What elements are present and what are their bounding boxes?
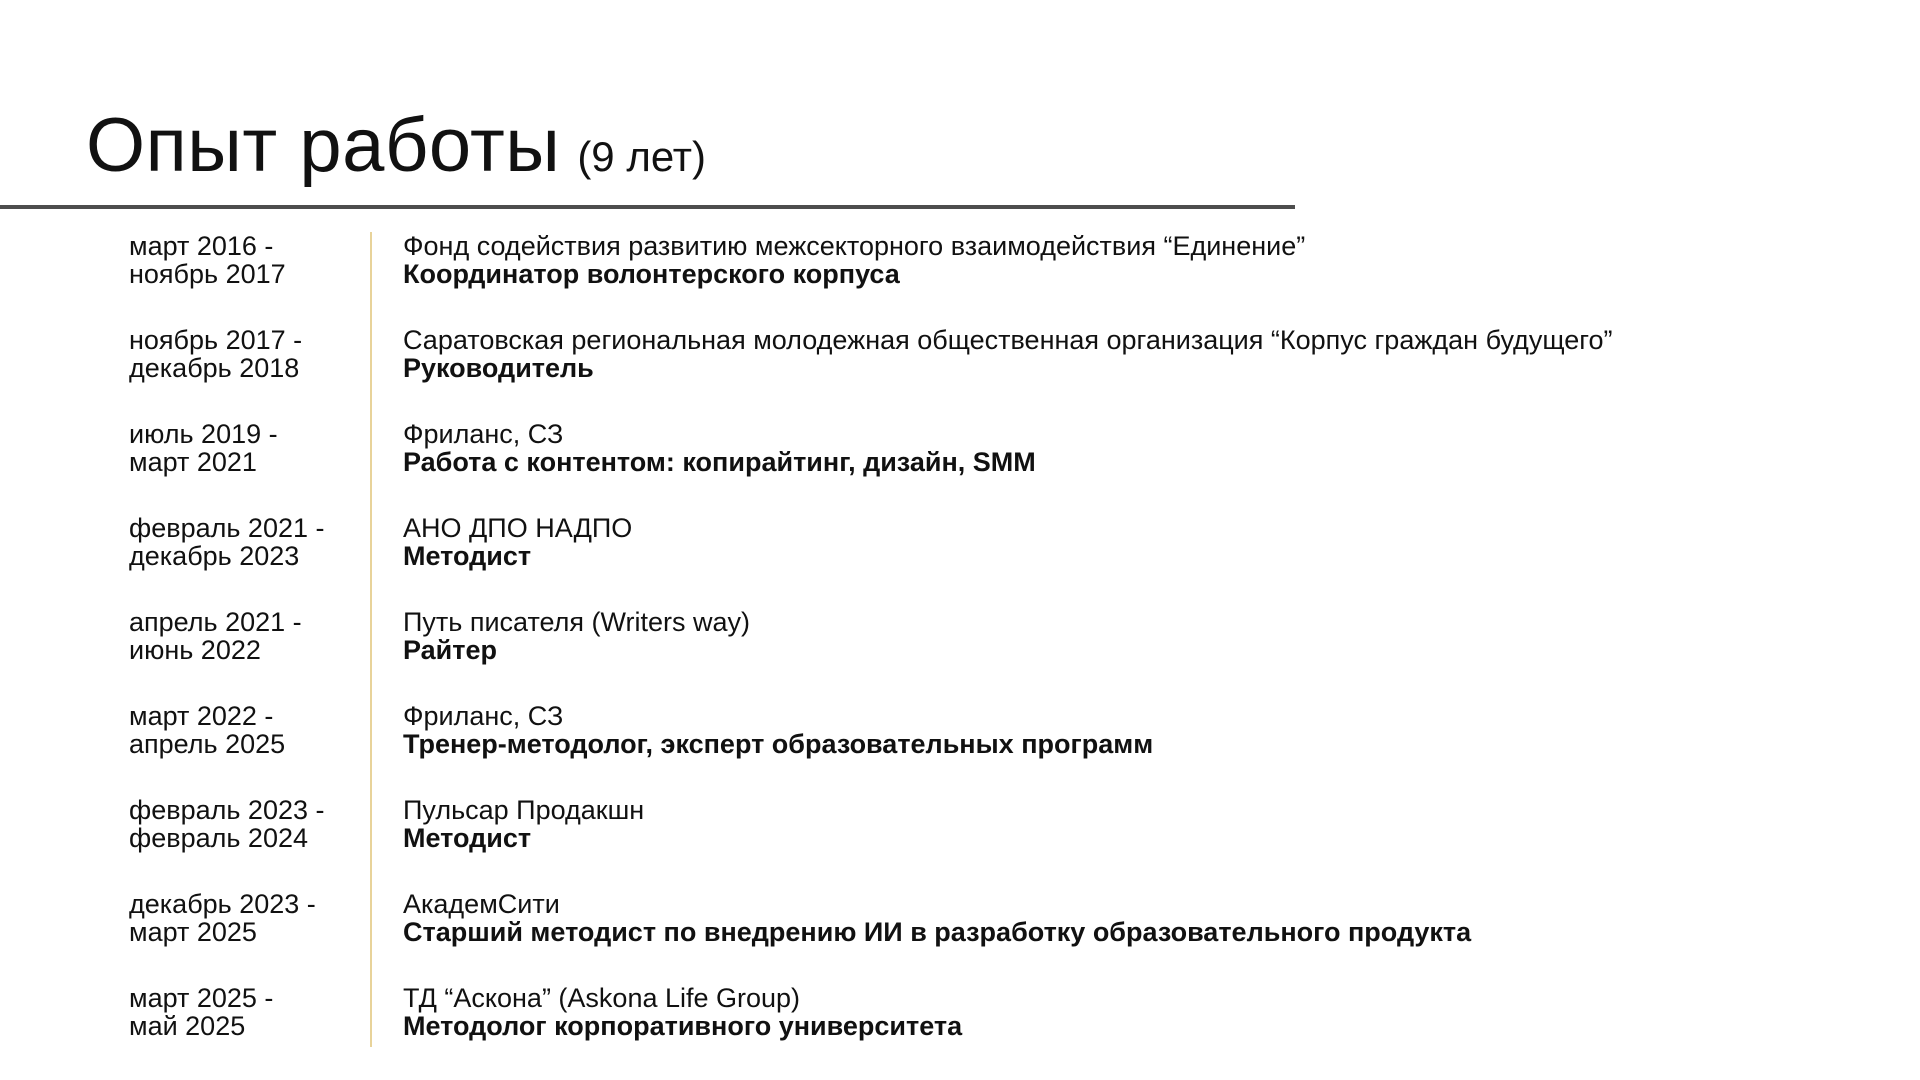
entry-date-start: ноябрь 2017 - (129, 325, 303, 355)
entry-date-start: декабрь 2023 - (129, 889, 316, 919)
entry-role: Методолог корпоративного университета (403, 1011, 963, 1041)
entry-organization: АкадемСити (403, 889, 560, 919)
entry-date-start: март 2016 - (129, 231, 274, 261)
entry-date-end: апрель 2025 (129, 729, 286, 759)
entry-date-end: декабрь 2018 (129, 353, 300, 383)
entry-date-start: февраль 2023 - (129, 795, 325, 825)
experience-entry (0, 326, 1920, 420)
entry-organization: Фонд содействия развитию межсекторного взаимодействия “Единение” (403, 231, 1306, 261)
entry-info (403, 890, 1903, 946)
experience-entry (0, 232, 1920, 326)
experience-entry (0, 420, 1920, 514)
entry-date-end: июнь 2022 (129, 635, 261, 665)
entry-dates (129, 702, 359, 758)
entry-date-end: февраль 2024 (129, 823, 308, 853)
entry-date-end: март 2021 (129, 447, 257, 477)
entry-dates (129, 796, 359, 852)
entry-dates (129, 326, 359, 382)
entry-dates (129, 890, 359, 946)
page-title-subtitle: (9 лет) (577, 133, 707, 180)
entry-date-start: март 2025 - (129, 983, 274, 1013)
entry-role: Старший методист по внедрению ИИ в разработку образовательного продукта (403, 917, 1472, 947)
entry-dates (129, 608, 359, 664)
entry-role: Методист (403, 823, 532, 853)
entry-dates (129, 514, 359, 570)
entry-date-start: март 2022 - (129, 701, 274, 731)
entry-info (403, 232, 1903, 288)
experience-entry (0, 796, 1920, 890)
entry-date-start: февраль 2021 - (129, 513, 325, 543)
entry-info (403, 796, 1903, 852)
entry-date-start: апрель 2021 - (129, 607, 302, 637)
entry-date-end: март 2025 (129, 917, 257, 947)
entry-organization: Фриланс, СЗ (403, 701, 564, 731)
entry-dates (129, 984, 359, 1040)
entry-info (403, 514, 1903, 570)
entry-role: Руководитель (403, 353, 594, 383)
experience-entry (0, 514, 1920, 608)
entry-info (403, 702, 1903, 758)
entry-date-end: ноябрь 2017 (129, 259, 286, 289)
entry-role: Координатор волонтерского корпуса (403, 259, 900, 289)
title-divider (0, 205, 1295, 209)
entry-organization: Путь писателя (Writers way) (403, 607, 751, 637)
entry-organization: Пульсар Продакшн (403, 795, 645, 825)
entry-organization: АНО ДПО НАДПО (403, 513, 633, 543)
entry-organization: Саратовская региональная молодежная общественная организация “Корпус граждан будущего” (403, 325, 1613, 355)
entry-organization: ТД “Аскона” (Askona Life Group) (403, 983, 801, 1013)
experience-list (0, 232, 1920, 1078)
entry-dates (129, 232, 359, 288)
entry-organization: Фриланс, СЗ (403, 419, 564, 449)
entry-date-end: декабрь 2023 (129, 541, 300, 571)
entry-date-end: май 2025 (129, 1011, 246, 1041)
experience-entry (0, 702, 1920, 796)
experience-entry (0, 984, 1920, 1078)
page-title-main: Опыт работы (86, 103, 561, 188)
entry-role: Методист (403, 541, 532, 571)
entry-date-start: июль 2019 - (129, 419, 278, 449)
entry-role: Тренер-методолог, эксперт образовательных программ (403, 729, 1154, 759)
entry-role: Работа с контентом: копирайтинг, дизайн, SMM (403, 447, 1036, 477)
entry-info (403, 608, 1903, 664)
entry-dates (129, 420, 359, 476)
entry-role: Райтер (403, 635, 497, 665)
page-title (86, 103, 707, 188)
entry-info (403, 420, 1903, 476)
experience-entry (0, 608, 1920, 702)
entry-info (403, 984, 1903, 1040)
experience-entry (0, 890, 1920, 984)
entry-info (403, 326, 1903, 382)
